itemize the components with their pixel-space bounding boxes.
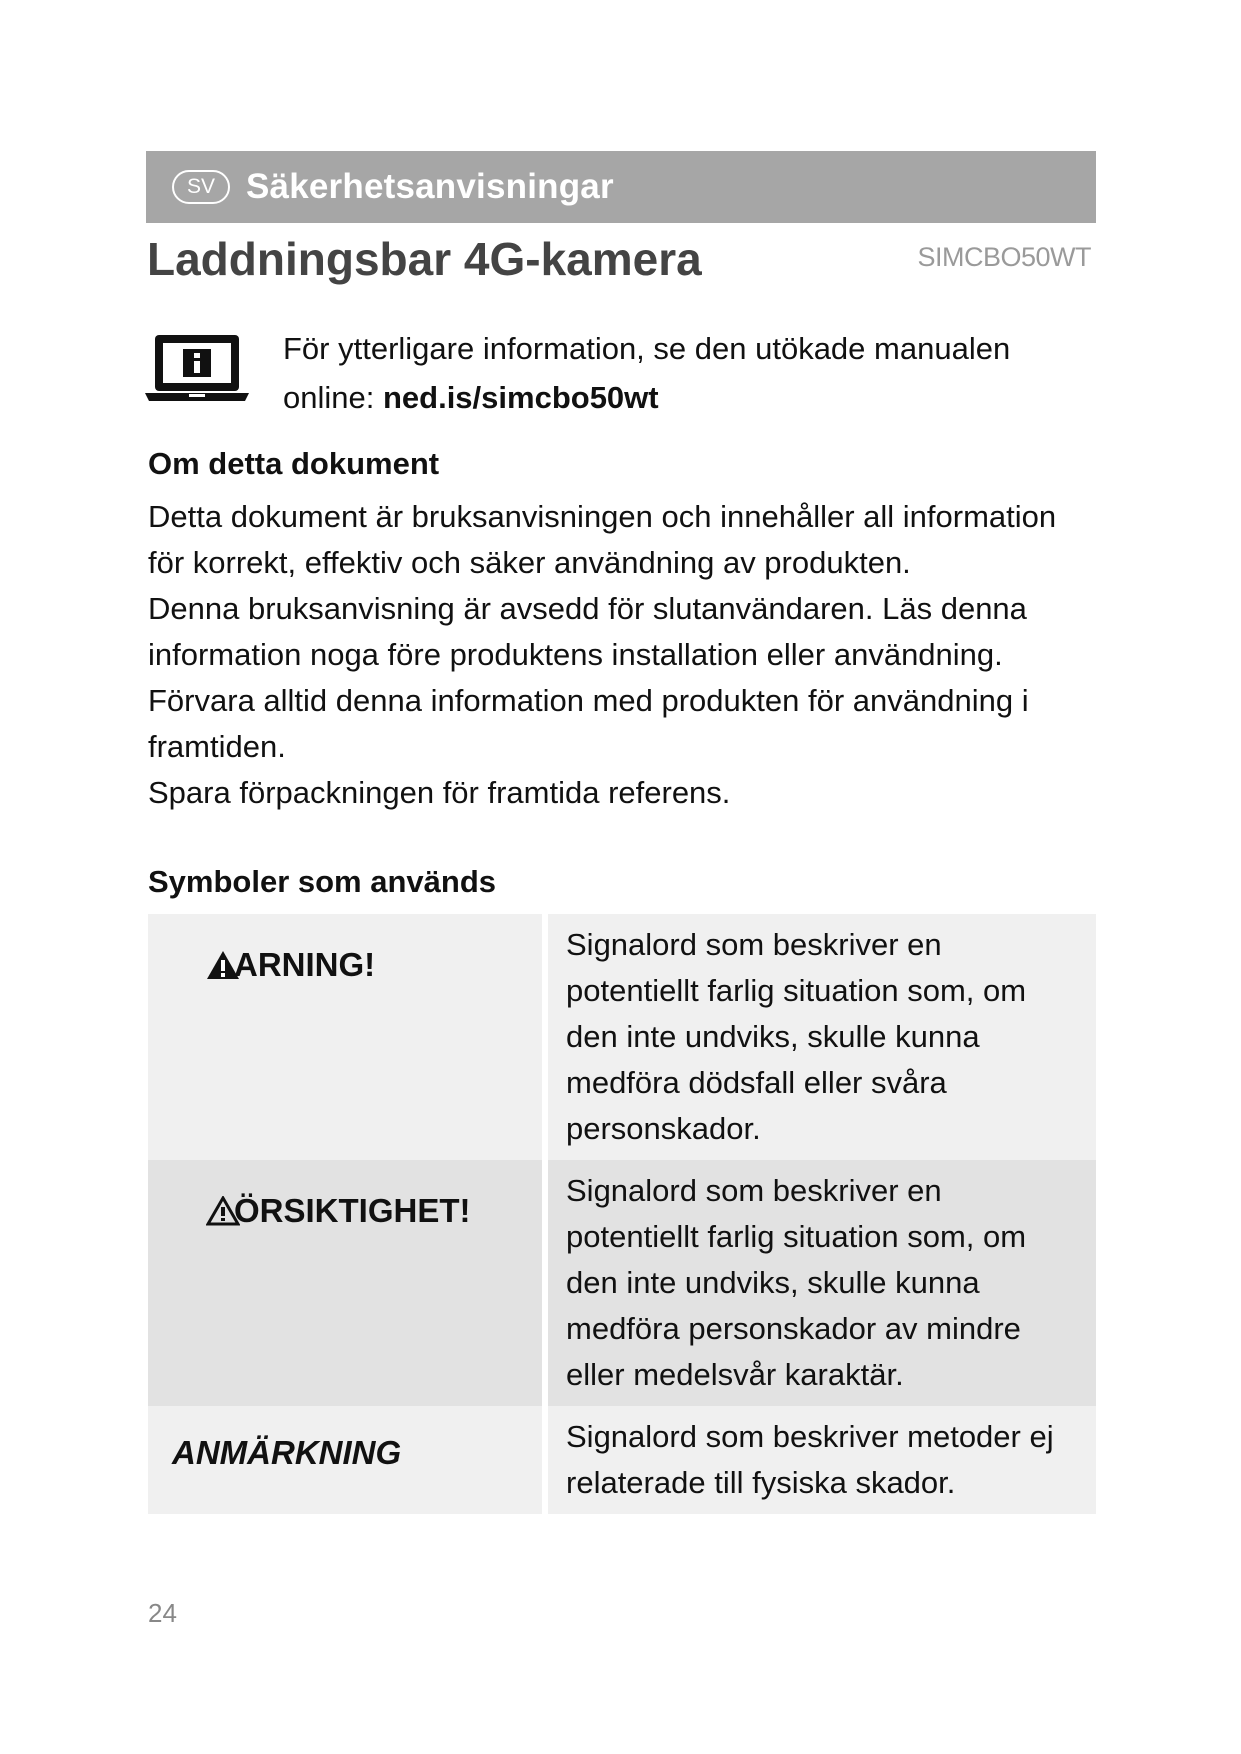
model-number: SIMCBO50WT [917,242,1091,272]
section-title: Säkerhetsanvisningar [246,167,614,206]
about-paragraph-1: Detta dokument är bruksanvisningen och innehåller all information för korrekt, effektiv och säker användning av produkten. [148,499,1057,580]
table-row [148,1406,1096,1514]
description-cell: Signalord som beskriver metoder ej relaterade till fysiska skador. [545,1406,1096,1514]
description-cell: Signalord som beskriver en potentiellt farlig situation som, om den inte undviks, skulle kunna medföra personskador av mindre eller medelsvår karaktär. [545,1160,1096,1406]
manual-info-text [283,324,1010,422]
symbols-table [148,914,1096,1514]
page-number: 24 [148,1598,177,1628]
about-paragraph-2: Denna bruksanvisning är avsedd för slutanvändaren. Läs denna information noga före produktens installation eller användning. [148,591,1027,672]
warning-label: ARNING! [234,946,376,983]
info-prefix: online: [283,380,383,415]
about-body [148,494,1098,816]
section-header-bar [146,151,1096,223]
description-cell: Signalord som beskriver en potentiellt farlig situation som, om den inte undviks, skulle kunna medföra dödsfall eller svåra personskador. [545,914,1096,1160]
symbols-heading: Symboler som används [148,864,497,899]
about-paragraph-3: Förvara alltid denna information med produkten för användning i framtiden. [148,683,1029,764]
info-line-2 [283,373,1010,422]
term-cell [148,1160,545,1406]
document-title: Laddningsbar 4G-kamera [147,233,702,285]
caution-label: ÖRSIKTIGHET! [234,1192,471,1229]
language-badge: SV [172,170,230,204]
about-paragraph-4: Spara förpackningen för framtida referens. [148,775,731,810]
term-cell [148,1406,545,1514]
term-cell [148,914,545,1160]
about-heading: Om detta dokument [148,446,440,481]
laptop-info-icon [145,333,249,405]
table-row [148,1160,1096,1406]
table-row [148,914,1096,1160]
manual-link[interactable]: ned.is/simcbo50wt [382,380,659,415]
info-line-1: För ytterligare information, se den utökade manualen [283,331,1011,366]
note-label: ANMÄRKNING [172,1434,402,1471]
